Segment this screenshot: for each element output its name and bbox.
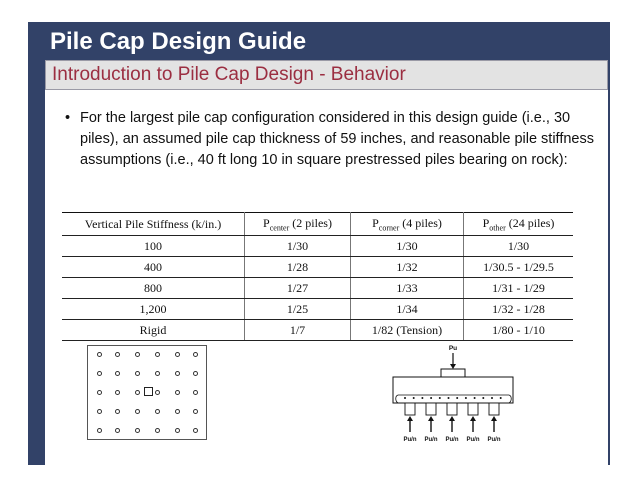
pile-marker	[135, 409, 140, 414]
table-cell: Rigid	[62, 320, 245, 341]
pile-marker	[97, 352, 102, 357]
load-arrow-head	[450, 364, 456, 369]
reaction-label: Pu/n	[466, 437, 480, 443]
table-cell: 400	[62, 257, 245, 278]
pile-stub	[489, 403, 499, 415]
table-cell: 1/28	[245, 257, 351, 278]
rebar-dot	[500, 397, 502, 399]
pile-marker	[155, 409, 160, 414]
pile-marker	[115, 371, 120, 376]
stiffness-table	[62, 212, 573, 341]
pile-stub	[426, 403, 436, 415]
reaction-arrow-head	[428, 416, 434, 421]
pile-marker	[135, 428, 140, 433]
header-p-corner: $P_{corner}$ (4 piles)	[351, 213, 464, 236]
rebar-dot	[439, 397, 441, 399]
reaction-arrow-head	[470, 416, 476, 421]
pile-marker	[155, 371, 160, 376]
pile-marker	[135, 371, 140, 376]
pile-marker	[135, 390, 140, 395]
rebar-dot	[465, 397, 467, 399]
slide-subtitle: Introduction to Pile Cap Design - Behavior	[52, 64, 406, 85]
table-cell: 1/82 (Tension)	[351, 320, 464, 341]
rebar-dot	[413, 397, 415, 399]
header-stiffness: Vertical Pile Stiffness (k/in.)	[62, 213, 245, 236]
pile-marker	[97, 390, 102, 395]
table-header-row	[62, 213, 573, 236]
rebar-dot	[456, 397, 458, 399]
pile-marker	[115, 352, 120, 357]
table-row	[62, 236, 573, 257]
pile-marker	[135, 352, 140, 357]
table-cell: 1/30	[245, 236, 351, 257]
pile-grid-plan-figure	[87, 345, 207, 440]
table-row	[62, 278, 573, 299]
reaction-arrow-head	[449, 416, 455, 421]
header-p-center: $P_{center}$ (2 piles)	[245, 213, 351, 236]
rebar-dot	[491, 397, 493, 399]
rebar-dot	[482, 397, 484, 399]
pile-marker	[115, 409, 120, 414]
pile-marker	[97, 428, 102, 433]
pile-marker	[193, 409, 198, 414]
load-label: Pu	[448, 345, 458, 352]
pile-marker	[193, 371, 198, 376]
pile-cap-elevation-figure	[385, 340, 520, 445]
pile-marker	[175, 352, 180, 357]
reaction-label: Pu/n	[445, 437, 459, 443]
table-cell: 1/32 - 1/28	[464, 299, 574, 320]
reaction-label: Pu/n	[403, 437, 417, 443]
table-row	[62, 320, 573, 341]
reaction-arrow-head	[407, 416, 413, 421]
table-row	[62, 257, 573, 278]
pile-marker	[193, 390, 198, 395]
table-cell: 1/80 - 1/10	[464, 320, 574, 341]
slide-title: Pile Cap Design Guide	[50, 28, 307, 55]
table-row	[62, 299, 573, 320]
rebar-dot	[448, 397, 450, 399]
table-cell: 800	[62, 278, 245, 299]
pile-marker	[175, 390, 180, 395]
table-cell: 1/30	[351, 236, 464, 257]
piles-elevation	[404, 403, 501, 443]
bullet-dot: •	[65, 110, 71, 126]
column-stub	[441, 369, 465, 377]
reaction-label: Pu/n	[424, 437, 438, 443]
column-square-marker	[144, 387, 153, 396]
pile-cap-body	[393, 377, 513, 403]
reaction-arrow-head	[491, 416, 497, 421]
table-cell: 1/7	[245, 320, 351, 341]
header-p-other: $P_{other}$ (24 piles)	[464, 213, 574, 236]
table-cell: 1/27	[245, 278, 351, 299]
rebar-dot	[474, 397, 476, 399]
pile-marker	[155, 390, 160, 395]
pile-marker	[155, 352, 160, 357]
table-cell: 100	[62, 236, 245, 257]
table-cell: 1/25	[245, 299, 351, 320]
table-cell: 1/34	[351, 299, 464, 320]
table-cell: 1/31 - 1/29	[464, 278, 574, 299]
pile-marker	[175, 371, 180, 376]
table-cell: 1/33	[351, 278, 464, 299]
pile-marker	[97, 371, 102, 376]
table-cell: 1,200	[62, 299, 245, 320]
pile-stub	[468, 403, 478, 415]
pile-marker	[97, 409, 102, 414]
rebar-dot	[430, 397, 432, 399]
pile-marker	[175, 409, 180, 414]
pile-marker	[155, 428, 160, 433]
table-cell: 1/30	[464, 236, 574, 257]
table-cell: 1/30.5 - 1/29.5	[464, 257, 574, 278]
pile-marker	[115, 390, 120, 395]
table-cell: 1/32	[351, 257, 464, 278]
rebar-dot	[421, 397, 423, 399]
pile-stub	[447, 403, 457, 415]
pile-marker	[175, 428, 180, 433]
pile-marker	[193, 352, 198, 357]
bullet-text: For the largest pile cap configuration considered in this design guide (i.e., 30 piles), an assumed pile cap thickness of 59 inches, and reasonable pile stiffness assumptions (i.e., 40 ft long 10 in square prestressed piles bearing on rock):	[80, 110, 594, 168]
rebar-dot	[404, 397, 406, 399]
pile-marker	[115, 428, 120, 433]
pile-marker	[193, 428, 198, 433]
reaction-label: Pu/n	[487, 437, 501, 443]
pile-stub	[405, 403, 415, 415]
